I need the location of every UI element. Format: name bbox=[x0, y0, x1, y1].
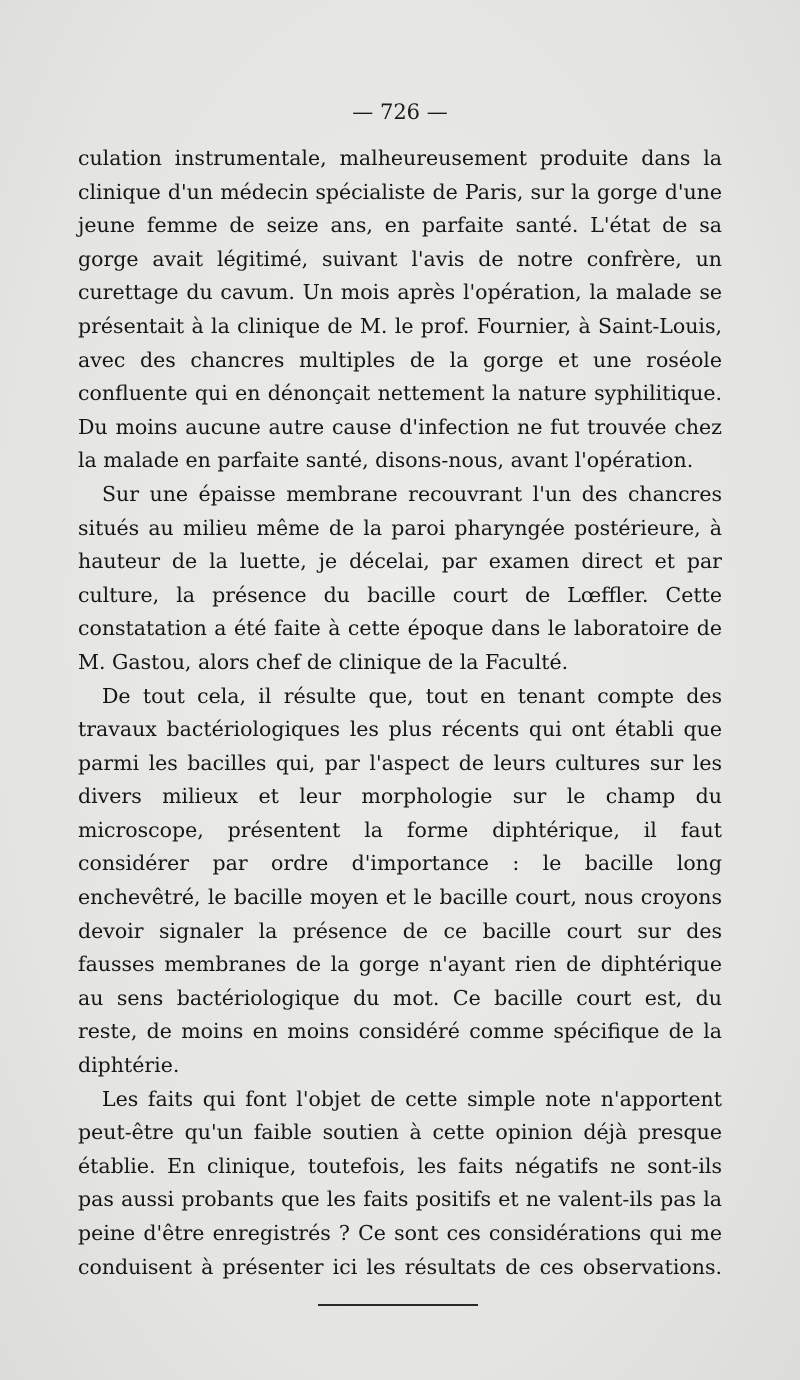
section-end-rule bbox=[318, 1304, 478, 1306]
body-text bbox=[78, 142, 722, 1284]
page-number: — 726 — bbox=[352, 100, 448, 124]
paragraph-3: De tout cela, il résulte que, tout en tenant compte des travaux bactériologiques les plus récents qui ont établi que parmi les bacilles qui, par l'aspect de leurs cultures sur les divers milieux et leur morphologie sur le champ du microscope, présentent la forme diphtérique, il faut considérer par ordre d'importance : le bacille long enchevêtré, le bacille moyen et le bacille court, nous croyons devoir signaler la présence de ce bacille court sur des fausses membranes de la gorge n'ayant rien de diphtérique au sens bactériologique du mot. Ce bacille court est, du reste, de moins en moins considéré comme spécifique de la diphtérie. bbox=[78, 683, 722, 1078]
paragraph-1: culation instrumentale, malheureusement produite dans la clinique d'un médecin spécialiste de Paris, sur la gorge d'une jeune femme de seize ans, en parfaite santé. L'état de sa gorge avait légitimé, suivant l'avis de notre confrère, un curettage du cavum. Un mois après l'opération, la malade se présentait à la clinique de M. le prof. Fournier, à Saint-Louis, avec des chancres multiples de la gorge et une roséole confluente qui en dénonçait nettement la nature syphilitique. Du moins aucune autre cause d'infection ne fut trouvée chez la malade en parfaite santé, disons-nous, avant l'opération. bbox=[78, 146, 722, 473]
paragraph-2: Sur une épaisse membrane recouvrant l'un des chancres situés au milieu même de la paroi pharyngée postérieure, à hauteur de la luette, je décelai, par examen direct et par culture, la présence du bacille court de Lœffler. Cette constatation a été faite à cette époque dans le laboratoire de M. Gastou, alors chef de clinique de la Faculté. bbox=[78, 481, 722, 674]
paragraph-4: Les faits qui font l'objet de cette simple note n'apportent peut-être qu'un faible soutien à cette opinion déjà presque établie. En clinique, toutefois, les faits négatifs ne sont-ils pas aussi probants que les faits positifs et ne valent-ils pas la peine d'être enregistrés ? Ce sont ces considérations qui me conduisent à présenter ici les résultats de ces observations. bbox=[78, 1086, 722, 1279]
